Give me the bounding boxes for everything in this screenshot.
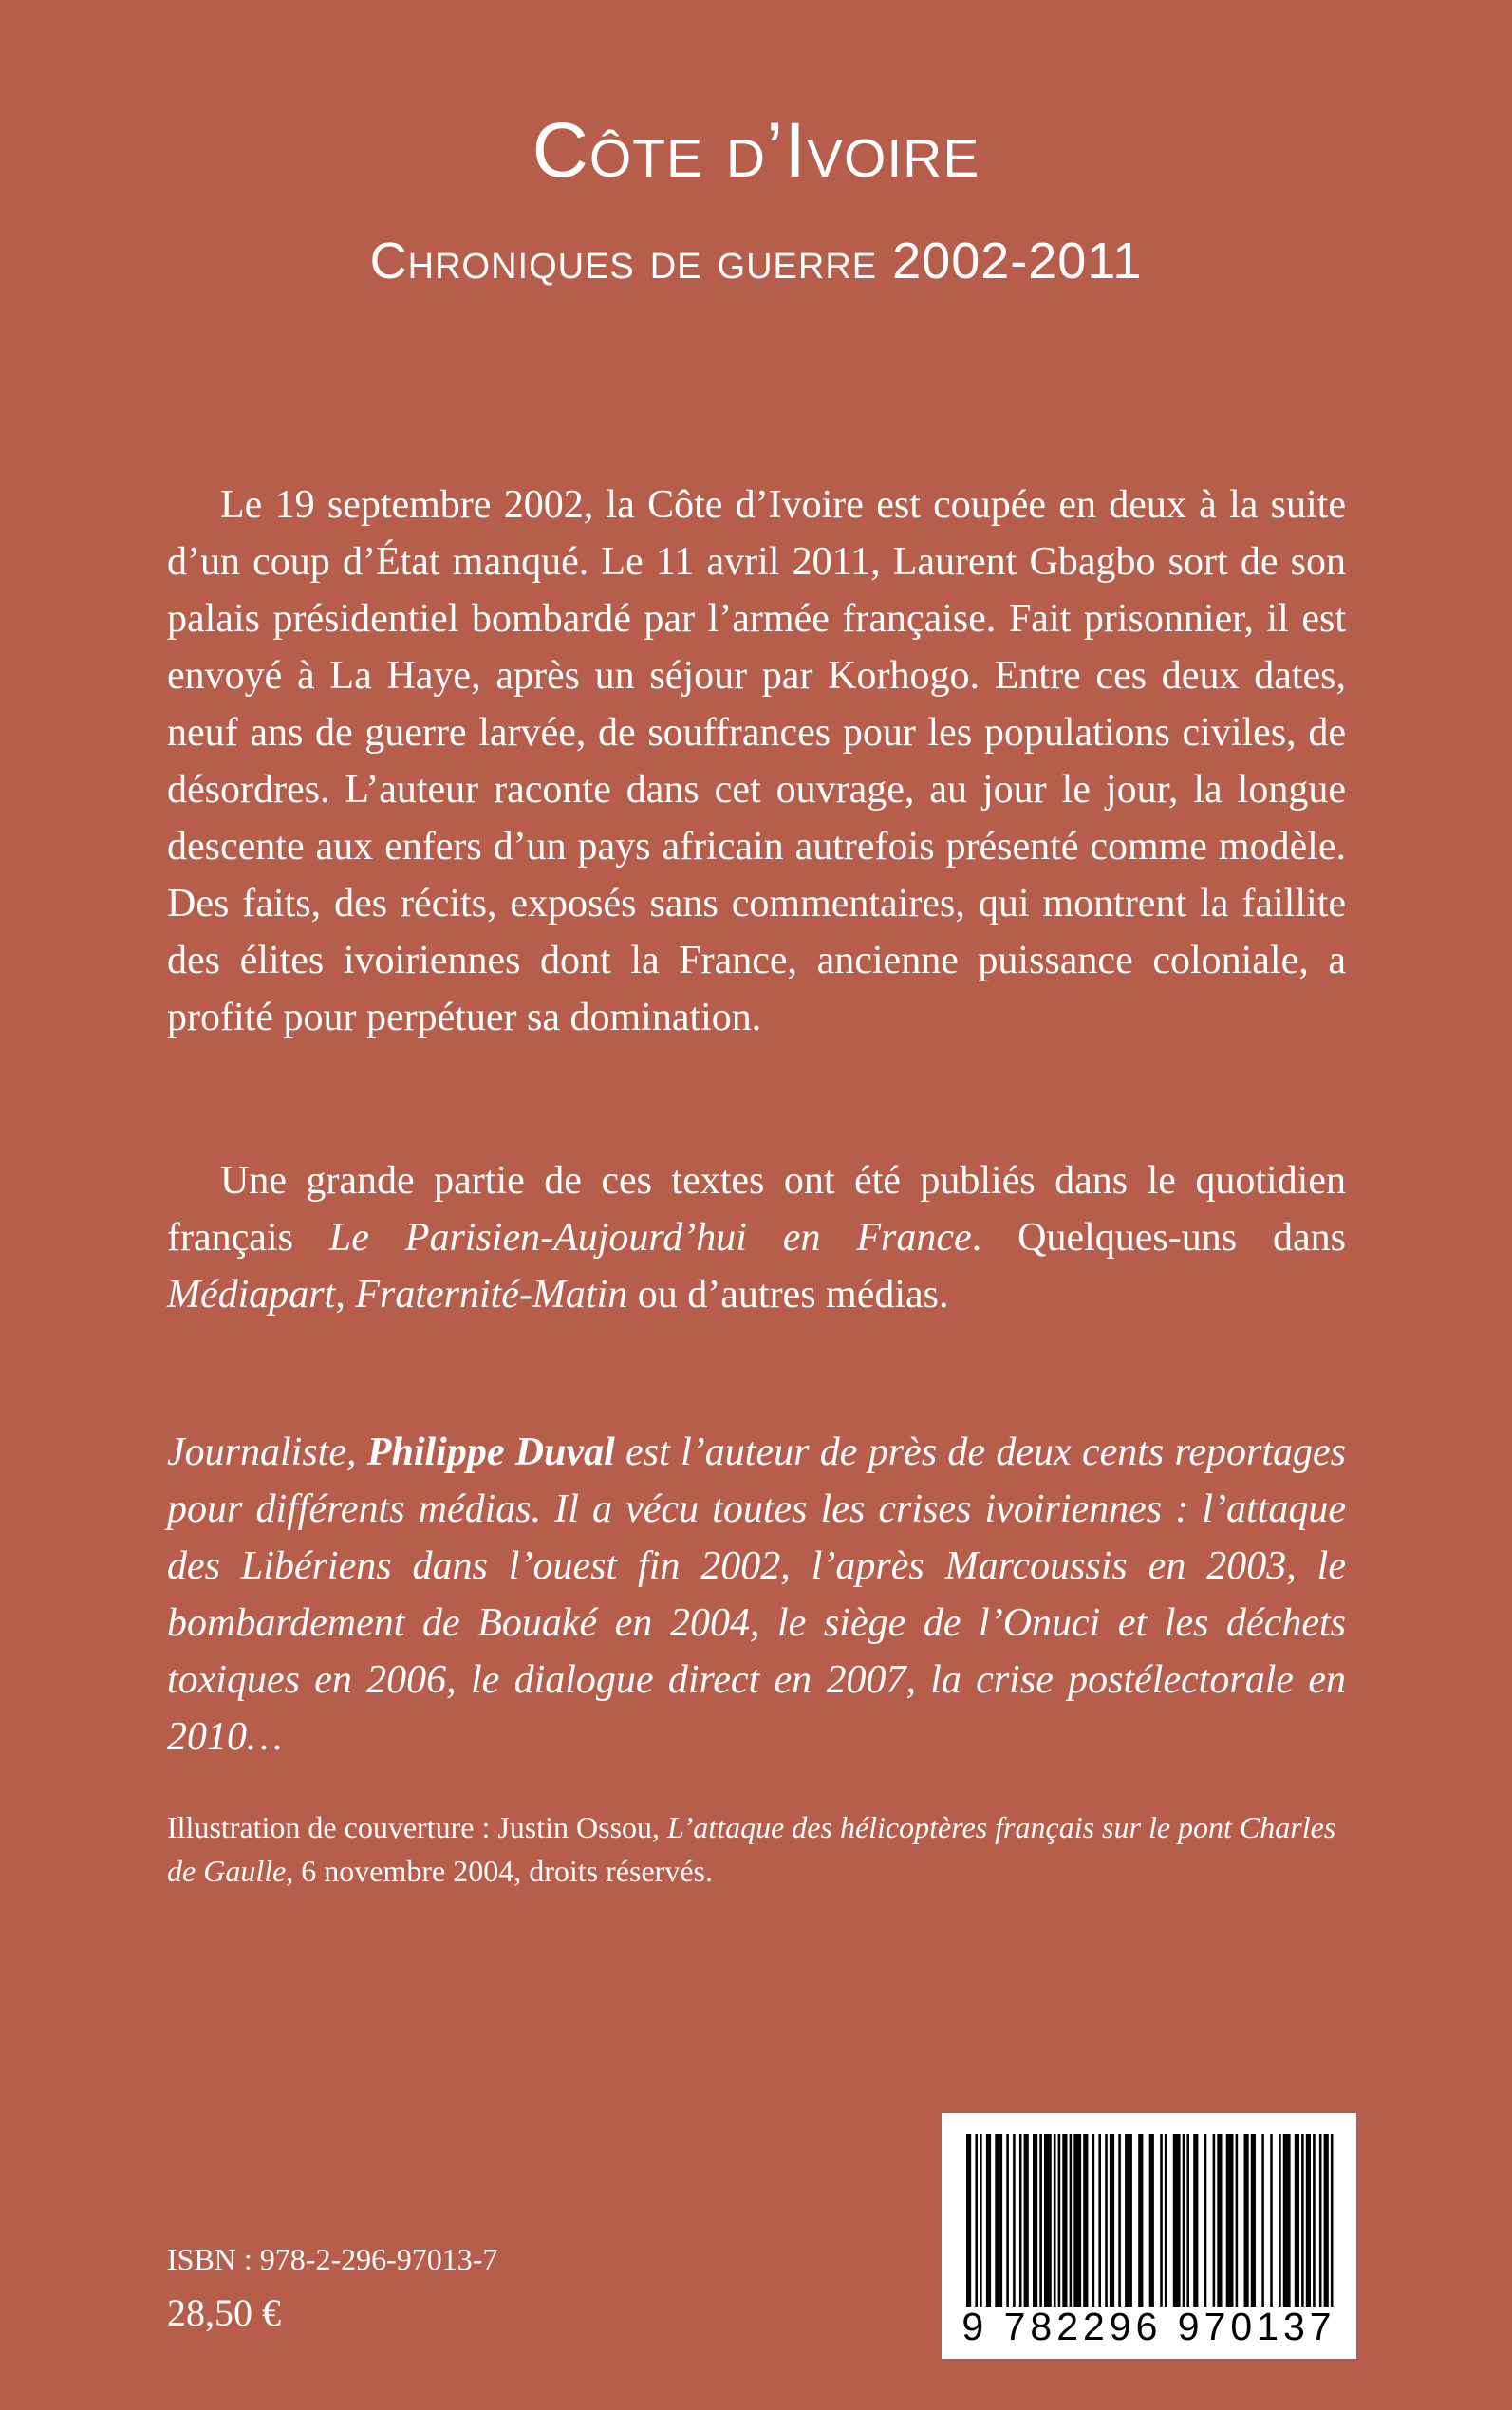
summary-text: ou d’autres médias. (627, 1273, 949, 1317)
barcode-bar (1105, 2134, 1108, 2307)
credit-tail: , 6 novembre 2004, droits réservés. (286, 1854, 713, 1888)
barcode-bar (1024, 2134, 1029, 2307)
price: 28,50 € (167, 2291, 281, 2334)
barcode-bar (1054, 2134, 1056, 2307)
barcode-bar (1058, 2134, 1061, 2307)
barcode-bar (1092, 2134, 1095, 2307)
barcode-bar (1183, 2134, 1185, 2307)
media-title: Médiapart (167, 1273, 336, 1317)
barcode (942, 2113, 1356, 2359)
book-subtitle: Chroniques de guerre 2002-2011 (369, 233, 1143, 290)
barcode-bar (1044, 2134, 1052, 2307)
author-name: Philippe Duval (366, 1430, 615, 1474)
summary-text: , (335, 1273, 356, 1317)
barcode-bar (1313, 2134, 1316, 2307)
barcode-bar (1306, 2134, 1311, 2307)
illustration-credit (167, 1805, 1346, 1893)
author-bio-lead: Journaliste, (167, 1430, 367, 1474)
barcode-bar (1149, 2134, 1154, 2307)
barcode-bar (1039, 2134, 1042, 2307)
barcode-bar (1331, 2134, 1334, 2307)
barcode-bar (1160, 2134, 1163, 2307)
barcode-bar (1324, 2134, 1329, 2307)
barcode-bar (1301, 2134, 1304, 2307)
barcode-bar (1226, 2134, 1234, 2307)
barcode-bar (1118, 2134, 1121, 2307)
barcode-bar (980, 2134, 982, 2307)
credit-lead: Illustration de couverture : Justin Ossou, (167, 1810, 668, 1844)
artwork-title: L’attaque des hélicoptères français sur le pont Charles de Gaulle (167, 1810, 1336, 1888)
barcode-bar (1173, 2134, 1181, 2307)
barcode-bar (1013, 2134, 1016, 2307)
barcode-bar (1062, 2134, 1067, 2307)
barcode-bar (966, 2134, 971, 2307)
barcode-bar (1251, 2134, 1256, 2307)
barcode-bar (1319, 2134, 1322, 2307)
barcode-bar (1125, 2134, 1132, 2307)
barcode-bar (1283, 2134, 1291, 2307)
barcode-bar (1138, 2134, 1143, 2307)
barcode-bar (1270, 2134, 1273, 2307)
barcode-bar (1006, 2134, 1009, 2307)
media-title: Fraternité-Matin (355, 1273, 628, 1317)
barcode-bar (1204, 2134, 1207, 2307)
author-bio (167, 1424, 1346, 1765)
barcode-bar (986, 2134, 991, 2307)
barcode-bar (1236, 2134, 1239, 2307)
barcode-bar (1193, 2134, 1198, 2307)
summary-text: Une grande partie de ces textes ont été publiés dans le quotidien français (167, 1159, 1346, 1260)
summary-paragraph-2 (167, 1152, 1346, 1323)
barcode-bar (1261, 2134, 1264, 2307)
barcode-bar (1098, 2134, 1101, 2307)
barcode-bar (995, 2134, 1002, 2307)
barcode-bar (1186, 2134, 1189, 2307)
barcode-bar (1070, 2134, 1073, 2307)
barcode-bar (1165, 2134, 1167, 2307)
barcode-bar (1217, 2134, 1222, 2307)
barcode-bars (964, 2134, 1334, 2307)
book-title: Côte d’Ivoire (532, 107, 980, 194)
barcode-bar (1083, 2134, 1088, 2307)
barcode-bar (1019, 2134, 1022, 2307)
isbn: ISBN : 978-2-296-97013-7 (167, 2242, 498, 2276)
barcode-bar (975, 2134, 978, 2307)
barcode-bar (1110, 2134, 1114, 2307)
barcode-bar (1213, 2134, 1216, 2307)
barcode-bar (1244, 2134, 1249, 2307)
barcode-bar (1033, 2134, 1037, 2307)
summary-paragraph-1: Le 19 septembre 2002, la Côte d’Ivoire est coupée en deux à la suite d’un coup d’État manqué. Le 11 avril 2011, Laurent Gbagbo sort de son palais présidentiel bombardé par l’armée française. Fait prisonnier, il est envoyé à La Haye, après un séjour par Korhogo. Entre ces deux dates, neuf ans de guerre larvée, de souffrances pour les populations civiles, de désordres. L’auteur raconte dans cet ouvrage, au jour le jour, la longue descente aux enfers d’un pays africain autrefois présenté comme modèle. Des faits, des récits, exposés sans commentaires, qui montrent la faillite des élites ivoiriennes dont la France, ancienne puissance coloniale, a profité pour perpétuer sa domination. (167, 483, 1346, 1039)
author-bio-text: est l’auteur de près de deux cents reportages pour différents médias. Il a vécu toutes les crises ivoiriennes : l’attaque des Libériens dans l’ouest fin 2002, l’après Marcoussis en 2003, le bombardement de Bouaké en 2004, le siège de l’Onuci et les déchets toxiques en 2006, le dialogue direct en 2007, la crise postélectorale en 2010… (167, 1430, 1347, 1759)
newspaper-title: Le Parisien-Aujourd’hui en France (328, 1216, 972, 1260)
barcode-digits: 9 782296 970137 (961, 2305, 1336, 2348)
barcode-bar (1295, 2134, 1299, 2307)
summary-text: . Quelques-uns dans (971, 1216, 1346, 1260)
barcode-bar (1279, 2134, 1281, 2307)
barcode-bar (1073, 2134, 1081, 2307)
